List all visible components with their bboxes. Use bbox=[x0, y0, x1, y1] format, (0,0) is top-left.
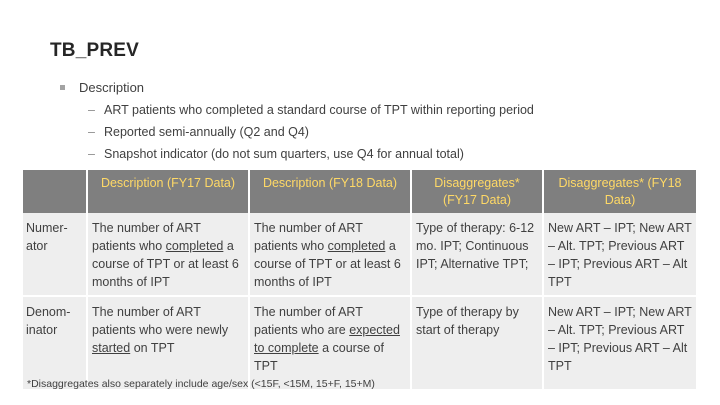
header-fy17-description: Description (FY17 Data) bbox=[87, 170, 249, 213]
dash-bullet-icon: – bbox=[88, 147, 95, 161]
bullet-description-text: Description bbox=[79, 80, 145, 95]
header-blank bbox=[23, 170, 87, 213]
table-header-row bbox=[23, 170, 696, 213]
header-fy17-disaggregates: Disaggregates* (FY17 Data) bbox=[411, 170, 543, 213]
numerator-fy17-desc-post: a course of TPT or at least 6 months of IPT bbox=[92, 239, 239, 289]
denominator-fy17-desc-underlined: started bbox=[92, 341, 131, 355]
numerator-fy18-desc-underlined: completed bbox=[327, 239, 386, 253]
dash-bullet-icon: – bbox=[88, 103, 95, 117]
numerator-label: Numer-ator bbox=[23, 213, 87, 296]
numerator-fy17-desc-underlined: completed bbox=[165, 239, 224, 253]
sub-bullet-3 bbox=[88, 147, 464, 161]
denominator-fy17-disaggregates: Type of therapy by start of therapy bbox=[411, 296, 543, 389]
numerator-fy17-desc-pre: The number of ART patients who bbox=[92, 221, 201, 253]
numerator-fy17-disaggregates: Type of therapy: 6-12 mo. IPT; Continuous IPT; Alternative TPT; bbox=[411, 213, 543, 296]
denominator-fy18-desc-post: a course of TPT bbox=[254, 341, 384, 373]
numerator-fy18-desc-pre: The number of ART patients who bbox=[254, 221, 363, 253]
sub-bullet-3-text: Snapshot indicator (do not sum quarters, use Q4 for annual total) bbox=[104, 147, 464, 161]
denominator-fy18-description bbox=[249, 296, 411, 389]
denominator-fy17-description bbox=[87, 296, 249, 389]
denominator-label: Denom-inator bbox=[23, 296, 87, 389]
denominator-fy18-disaggregates: New ART – IPT; New ART – Alt. TPT; Previous ART – IPT; Previous ART – Alt TPT bbox=[543, 296, 696, 389]
denominator-fy18-desc-pre: The number of ART patients who are bbox=[254, 305, 363, 337]
indicator-table bbox=[23, 170, 696, 389]
header-fy18-disaggregates: Disaggregates* (FY18 Data) bbox=[543, 170, 696, 213]
dash-bullet-icon: – bbox=[88, 125, 95, 139]
denominator-fy17-desc-post: on TPT bbox=[130, 341, 175, 355]
table-row-numerator bbox=[23, 213, 696, 296]
denominator-fy17-desc-pre: The number of ART patients who were newly bbox=[92, 305, 229, 337]
numerator-fy18-desc-post: a course of TPT or at least 6 months of IPT bbox=[254, 239, 401, 289]
numerator-fy17-description bbox=[87, 213, 249, 296]
header-fy18-description: Description (FY18 Data) bbox=[249, 170, 411, 213]
numerator-fy18-disaggregates: New ART – IPT; New ART – Alt. TPT; Previous ART – IPT; Previous ART – Alt TPT bbox=[543, 213, 696, 296]
sub-bullet-1-text: ART patients who completed a standard course of TPT within reporting period bbox=[104, 103, 534, 117]
denominator-fy18-desc-underlined: expected to complete bbox=[254, 323, 400, 355]
slide-title: TB_PREV bbox=[50, 40, 140, 61]
table-row-denominator bbox=[23, 296, 696, 389]
footnote: *Disaggregates also separately include age/sex (<15F, <15M, 15+F, 15+M) bbox=[27, 378, 375, 390]
bullet-description bbox=[60, 80, 144, 95]
sub-bullet-2-text: Reported semi-annually (Q2 and Q4) bbox=[104, 125, 309, 139]
square-bullet-icon bbox=[60, 85, 65, 90]
numerator-fy18-description bbox=[249, 213, 411, 296]
sub-bullet-2 bbox=[88, 125, 309, 139]
sub-bullet-1 bbox=[88, 103, 534, 117]
